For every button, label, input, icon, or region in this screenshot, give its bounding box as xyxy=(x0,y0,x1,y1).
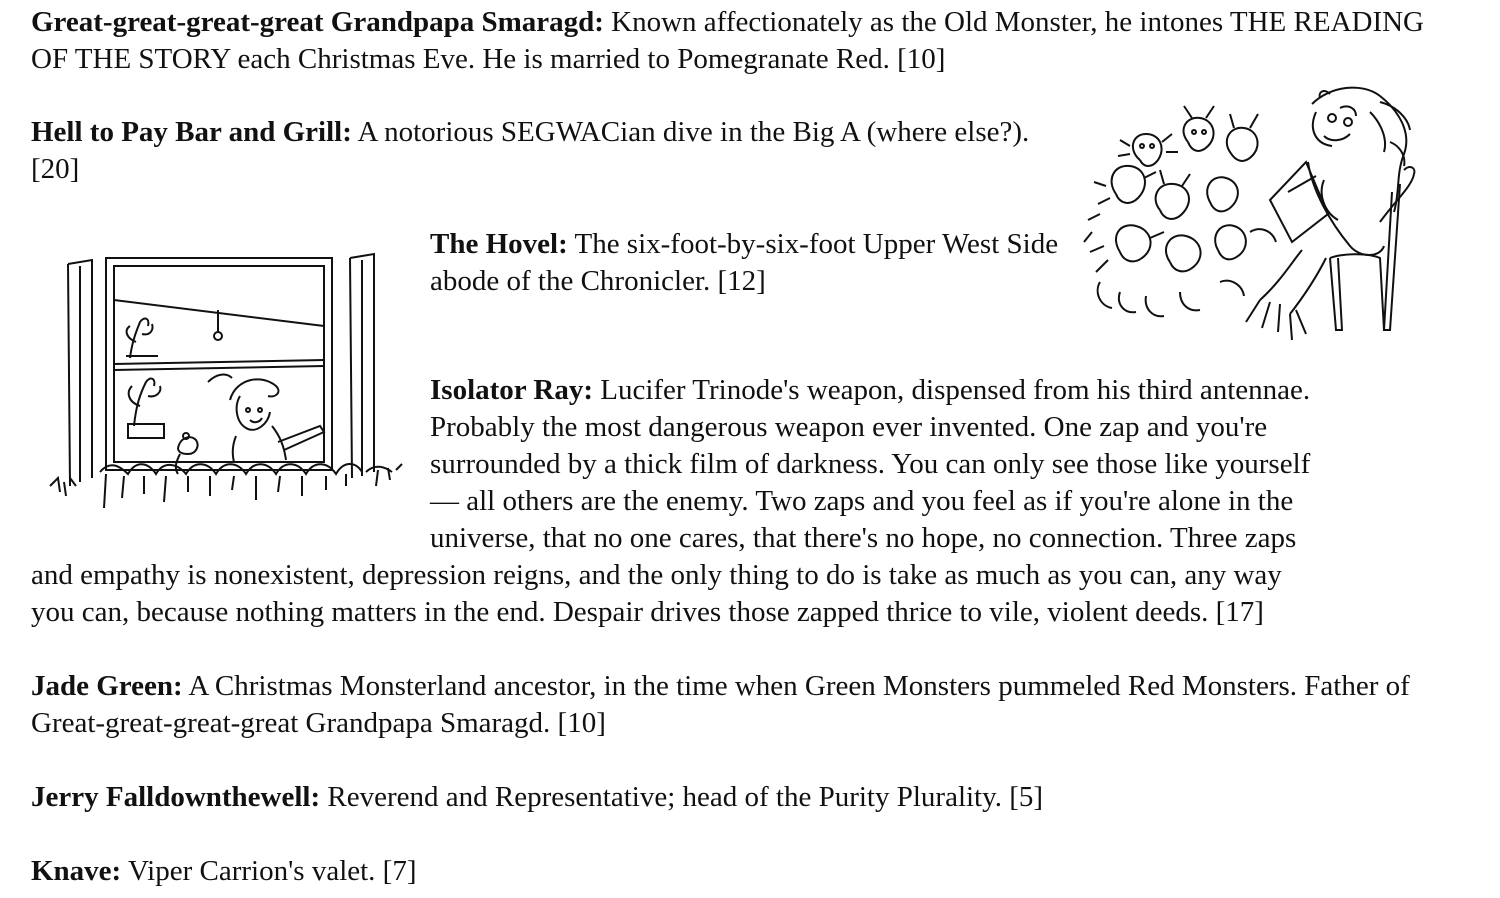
entry-term: Great-great-great-great Grandpapa Smaragd: xyxy=(31,6,604,38)
entry-term: Jade Green: xyxy=(31,670,183,702)
entry-term: The Hovel: xyxy=(430,228,568,260)
entry-line: Probably the most dangerous weapon ever invented. One zap and you're xyxy=(430,411,1268,443)
entry-line: you can, because nothing matters in the end. Despair drives those zapped thrice to vile, violent deeds. [17] xyxy=(31,596,1264,628)
glossary-entry-the-hovel xyxy=(430,226,1070,300)
entry-term: Jerry Falldownthewell: xyxy=(31,781,321,813)
entry-term: Hell to Pay Bar and Grill: xyxy=(31,116,352,148)
entry-term: Isolator Ray: xyxy=(430,374,593,406)
entry-line: and empathy is nonexistent, depression reigns, and the only thing to do is take as much as you can, any way xyxy=(31,559,1282,591)
entry-definition: A notorious SEGWACian dive in the Big A (where else?). [20] xyxy=(31,116,1030,185)
entry-definition: Lucifer Trinode's weapon, dispensed from his third antennae. xyxy=(592,374,1311,406)
entry-definition: The six-foot-by-six-foot Upper West Side abode of the Chronicler. [12] xyxy=(430,228,1059,297)
glossary-entry-knave xyxy=(31,853,1451,890)
glossary-entry-hell-to-pay xyxy=(31,114,1071,188)
monster-reading-illustration xyxy=(1080,82,1430,350)
entry-definition: A Christmas Monsterland ancestor, in the time when Green Monsters pummeled Red Monsters. Father of Great-great-great-great Grandpapa Smaragd. [10] xyxy=(31,670,1410,739)
window-illustration xyxy=(40,246,405,521)
entry-line: universe, that no one cares, that there's no hope, no connection. Three zaps xyxy=(430,522,1297,554)
entry-term: Knave: xyxy=(31,855,122,887)
entry-line xyxy=(430,372,1310,409)
glossary-entry-grandpapa-smaragd xyxy=(31,4,1451,78)
glossary-entry-jade-green xyxy=(31,668,1451,742)
window-drawing xyxy=(40,246,405,521)
entry-line: surrounded by a thick film of darkness. You can only see those like yourself xyxy=(430,448,1311,480)
entry-definition: Reverend and Representative; head of the Purity Plurality. [5] xyxy=(320,781,1044,813)
entry-line: — all others are the enemy. Two zaps and you feel as if you're alone in the xyxy=(430,485,1294,517)
glossary-entry-jerry-falldownthewell xyxy=(31,779,1451,816)
monster-reading-drawing xyxy=(1080,82,1430,350)
entry-definition: Known affectionately as the Old Monster, he intones THE READING OF THE STORY each Christmas Eve. He is married to Pomegranate Red. [10] xyxy=(31,6,1424,75)
entry-definition: Viper Carrion's valet. [7] xyxy=(121,855,417,887)
